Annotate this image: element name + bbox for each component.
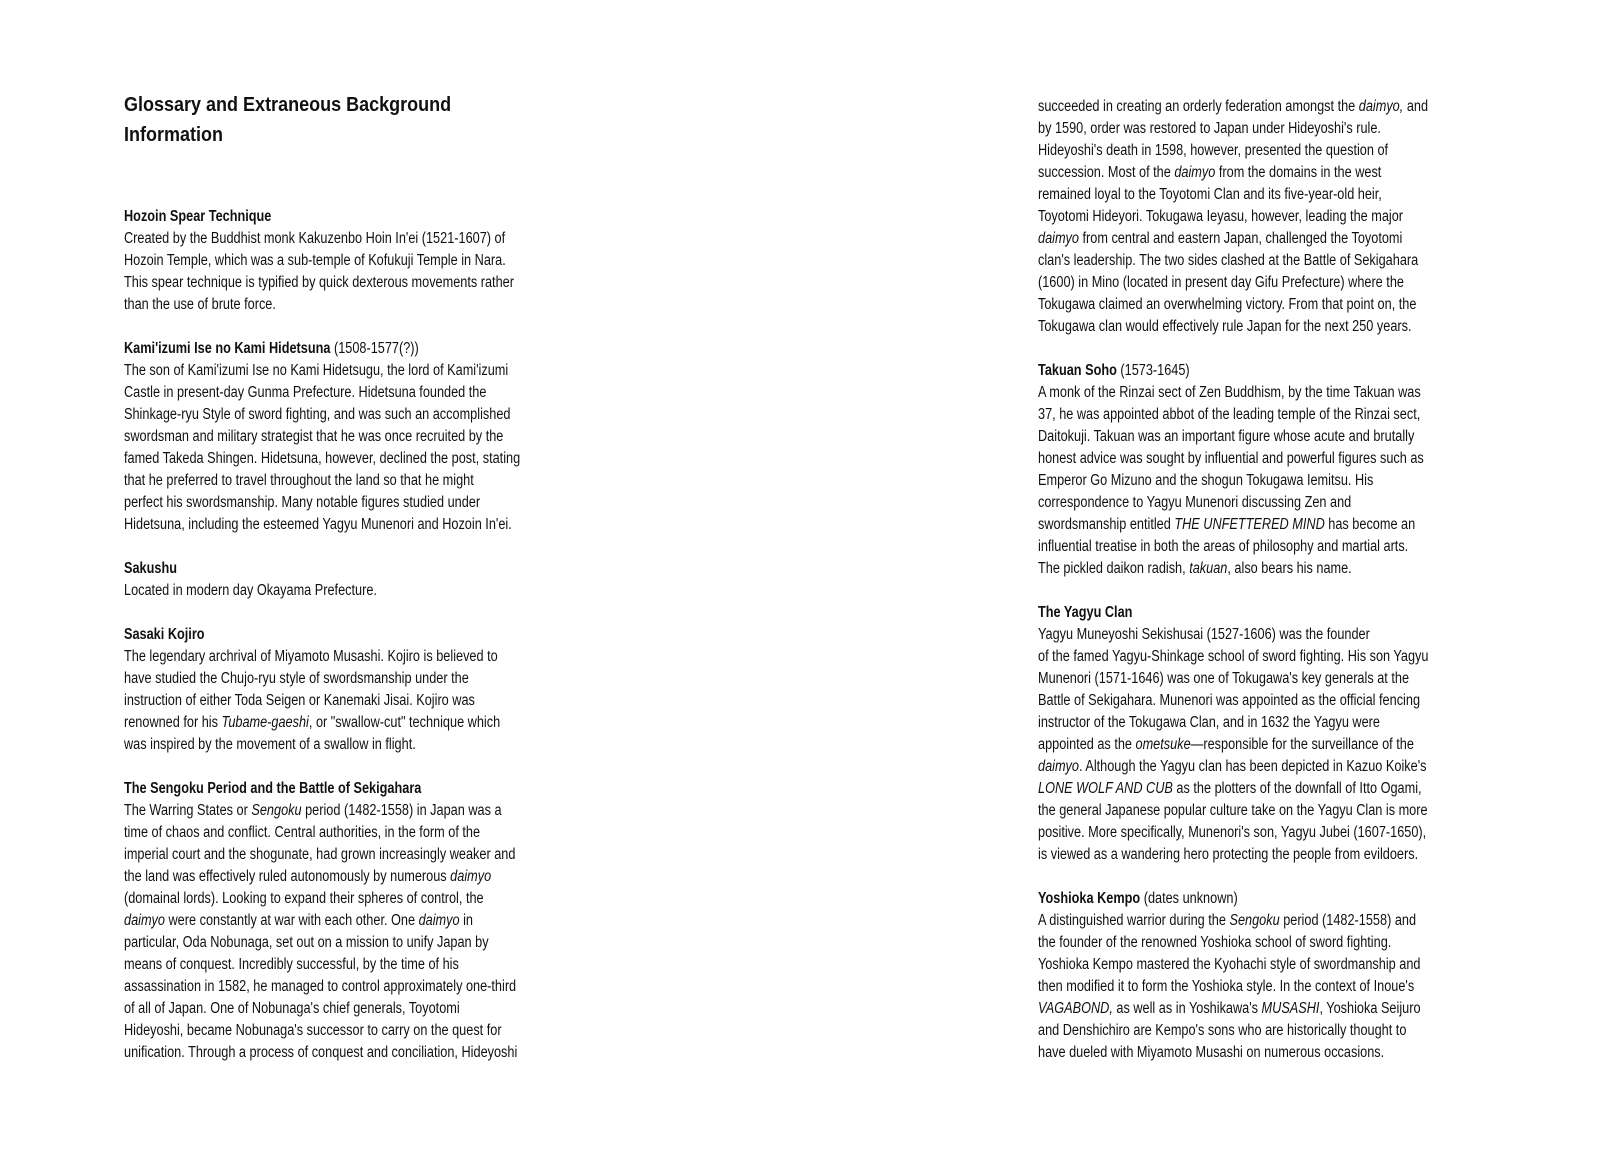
entry-dates: (1573-1645) [1116,362,1190,379]
entry-text-line: of the famed Yagyu-Shinkage school of sword fighting. His son Yagyu [1038,648,1429,665]
entry-text-line: The son of Kami'izumi Ise no Kami Hidetsugu, the lord of Kami'izumi [124,362,509,379]
entry-dates: (dates unknown) [1140,890,1238,907]
italic-term: daimyo [1174,164,1216,181]
entry-text-line: unification. Through a process of conquest and conciliation, Hideyoshi [124,1044,518,1061]
entry-text-line: Emperor Go Mizuno and the shogun Tokugawa Iemitsu. His [1038,472,1374,489]
entry-text-line: and Denshichiro are Kempo's sons who are historically thought to [1038,1022,1407,1039]
title-line-1: Glossary and Extraneous Background [124,94,452,116]
italic-term: daimyo [418,912,460,929]
entry-heading [1038,602,1428,624]
entry-text-line: than the use of brute force. [124,296,276,313]
entry-text-line: remained loyal to the Toyotomi Clan and its five-year-old heir, [1038,186,1382,203]
entry-text-line: Hidetsuna, including the esteemed Yagyu Munenori and Hozoin In'ei. [124,516,512,533]
entry-text-line: positive. More specifically, Munenori's son, Yagyu Jubei (1607-1650), [1038,824,1427,841]
entry-text-line: have dueled with Miyamoto Musashi on numerous occasions. [1038,1044,1385,1061]
entry-text-line: daimyo. Although the Yagyu clan has been depicted in Kazuo Koike's [1038,758,1427,775]
italic-term: takuan [1189,560,1228,577]
entry-text-line: A distinguished warrior during the Sengoku period (1482-1558) and [1038,912,1417,929]
entry-text-line: daimyo were constantly at war with each other. One daimyo in [124,912,473,929]
entry-text-line: LONE WOLF AND CUB as the plotters of the downfall of Itto Ogami, [1038,780,1422,797]
right-entries [1038,96,1514,1086]
entry-text-line: then modified it to form the Yoshioka style. In the context of Inoue's [1038,978,1415,995]
entry-text-line: particular, Oda Nobunaga, set out on a mission to unify Japan by [124,934,489,951]
entry-text-line: famed Takeda Shingen. Hidetsuna, however, declined the post, stating [124,450,521,467]
left-entries [124,206,607,1086]
entry-text-line: Tokugawa claimed an overwhelming victory. From that point on, the [1038,296,1417,313]
italic-term: daimyo [450,868,492,885]
entry-text-line: (1600) in Mino (located in present day Gifu Prefecture) where the [1038,274,1404,291]
italic-term: ometsuke [1135,736,1191,753]
italic-term: Tubame-gaeshi [221,714,309,731]
entry-heading [124,778,520,800]
entry-text-line: the land was effectively ruled autonomously by numerous daimyo [124,868,492,885]
glossary-entry [1038,96,1514,338]
entry-text-line: perfect his swordsmanship. Many notable figures studied under [124,494,481,511]
entry-text-line: The pickled daikon radish, takuan, also bears his name. [1038,560,1352,577]
entry-heading [124,338,520,360]
entry-text-line: 37, he was appointed abbot of the leading temple of the Rinzai sect, [1038,406,1421,423]
glossary-entry [1038,602,1514,866]
entry-text-line: succeeded in creating an orderly federation amongst the daimyo, and [1038,98,1429,115]
entry-text-line: (domainal lords). Looking to expand their spheres of control, the [124,890,484,907]
entry-text-line: Daitokuji. Takuan was an important figure whose acute and brutally [1038,428,1415,445]
glossary-entry [1038,360,1514,580]
entry-text-line: Tokugawa clan would effectively rule Japan for the next 250 years. [1038,318,1412,335]
entry-text-line: daimyo from central and eastern Japan, challenged the Toyotomi [1038,230,1403,247]
glossary-entry [124,778,607,1064]
italic-term: daimyo [124,912,165,929]
glossary-entry [124,338,607,536]
italic-term: daimyo [1038,758,1079,775]
glossary-entry [124,206,607,316]
entry-text-line: instructor of the Tokugawa Clan, and in 1632 the Yagyu were [1038,714,1380,731]
italic-term: VAGABOND, [1038,1000,1113,1017]
entry-text-line: instruction of either Toda Seigen or Kanemaki Jisai. Kojiro was [124,692,475,709]
entry-text-line: influential treatise in both the areas of philosophy and martial arts. [1038,538,1409,555]
italic-term: LONE WOLF AND CUB [1038,780,1173,797]
italic-term: daimyo [1038,230,1079,247]
entry-heading [1038,888,1428,910]
glossary-entry [124,624,607,756]
entry-text-line: means of conquest. Incredibly successful, by the time of his [124,956,459,973]
entry-text-line: Toyotomi Hideyori. Tokugawa Ieyasu, however, leading the major [1038,208,1404,225]
entry-heading-text: The Yagyu Clan [1038,604,1133,621]
entry-heading [124,558,520,580]
entry-text-line: The legendary archrival of Miyamoto Musashi. Kojiro is believed to [124,648,498,665]
entry-text-line: succession. Most of the daimyo from the domains in the west [1038,164,1382,181]
entry-heading [124,206,520,228]
italic-term: daimyo, [1358,98,1404,115]
entry-text-line: Castle in present-day Gunma Prefecture. Hidetsuna founded the [124,384,487,401]
entry-text-line: Hozoin Temple, which was a sub-temple of Kofukuji Temple in Nara. [124,252,506,269]
entry-text-line: of all of Japan. One of Nobunaga's chief generals, Toyotomi [124,1000,460,1017]
entry-text-line: Munenori (1571-1646) was one of Tokugawa's key generals at the [1038,670,1410,687]
entry-text-line: A monk of the Rinzai sect of Zen Buddhism, by the time Takuan was [1038,384,1421,401]
entry-text-line: Battle of Sekigahara. Munenori was appointed as the official fencing [1038,692,1421,709]
entry-text-line: the general Japanese popular culture take on the Yagyu Clan is more [1038,802,1428,819]
entry-text-line: by 1590, order was restored to Japan under Hideyoshi's rule. [1038,120,1381,137]
entry-text-line: Yagyu Muneyoshi Sekishusai (1527-1606) was the founder [1038,626,1370,643]
entry-text-line: This spear technique is typified by quick dexterous movements rather [124,274,514,291]
entry-text-line: renowned for his Tubame-gaeshi, or "swallow-cut" technique which [124,714,501,731]
italic-term: Sengoku [251,802,302,819]
entry-text-line: VAGABOND, as well as in Yoshikawa's MUSASHI, Yoshioka Seijuro [1038,1000,1421,1017]
entry-heading-text: Kami'izumi Ise no Kami Hidetsuna [124,340,331,357]
entry-text-line: clan's leadership. The two sides clashed at the Battle of Sekigahara [1038,252,1419,269]
italic-term: MUSASHI [1261,1000,1320,1017]
glossary-entry [124,558,607,602]
entry-text-line: Created by the Buddhist monk Kakuzenbo Hoin In'ei (1521-1607) of [124,230,506,247]
entry-heading [1038,360,1428,382]
page-title [124,90,538,150]
entry-text-line: Shinkage-ryu Style of sword fighting, and was such an accomplished [124,406,511,423]
title-line-2: Information [124,124,223,146]
entry-text-line: Hideyoshi, became Nobunaga's successor to carry on the quest for [124,1022,502,1039]
entry-heading-text: Yoshioka Kempo [1038,890,1141,907]
entry-text-line: time of chaos and conflict. Central authorities, in the form of the [124,824,481,841]
entry-text-line: assassination in 1582, he managed to control approximately one-third [124,978,517,995]
entry-text-line: swordsman and military strategist that he was once recruited by the [124,428,504,445]
entry-text-line: that he preferred to travel throughout the land so that he might [124,472,474,489]
entry-heading-text: Hozoin Spear Technique [124,208,272,225]
glossary-entry [1038,888,1514,1064]
entry-dates: (1508-1577(?)) [330,340,419,357]
entry-heading-text: Takuan Soho [1038,362,1117,379]
entry-heading-text: Sakushu [124,560,177,577]
entry-text-line: correspondence to Yagyu Munenori discussing Zen and [1038,494,1352,511]
entry-text-line: appointed as the ometsuke—responsible for the surveillance of the [1038,736,1414,753]
entry-text-line: honest advice was sought by influential and powerful figures such as [1038,450,1424,467]
entry-text-line: Yoshioka Kempo mastered the Kyohachi style of swordmanship and [1038,956,1421,973]
entry-text-line: swordsmanship entitled THE UNFETTERED MIND has become an [1038,516,1416,533]
entry-text-line: was inspired by the movement of a swallow in flight. [124,736,416,753]
entry-heading [124,624,520,646]
entry-text-line: Located in modern day Okayama Prefecture. [124,582,377,599]
italic-term: THE UNFETTERED MIND [1174,516,1325,533]
entry-text-line: have studied the Chujo-ryu style of swordsmanship under the [124,670,469,687]
entry-text-line: the founder of the renowned Yoshioka school of sword fighting. [1038,934,1392,951]
italic-term: Sengoku [1229,912,1280,929]
entry-text-line: is viewed as a wandering hero protecting the people from evildoers. [1038,846,1419,863]
entry-text-line: imperial court and the shogunate, had grown increasingly weaker and [124,846,516,863]
entry-heading-text: Sasaki Kojiro [124,626,205,643]
entry-heading-text: The Sengoku Period and the Battle of Sekigahara [124,780,422,797]
entry-text-line: Hideyoshi's death in 1598, however, presented the question of [1038,142,1389,159]
entry-text-line: The Warring States or Sengoku period (1482-1558) in Japan was a [124,802,502,819]
